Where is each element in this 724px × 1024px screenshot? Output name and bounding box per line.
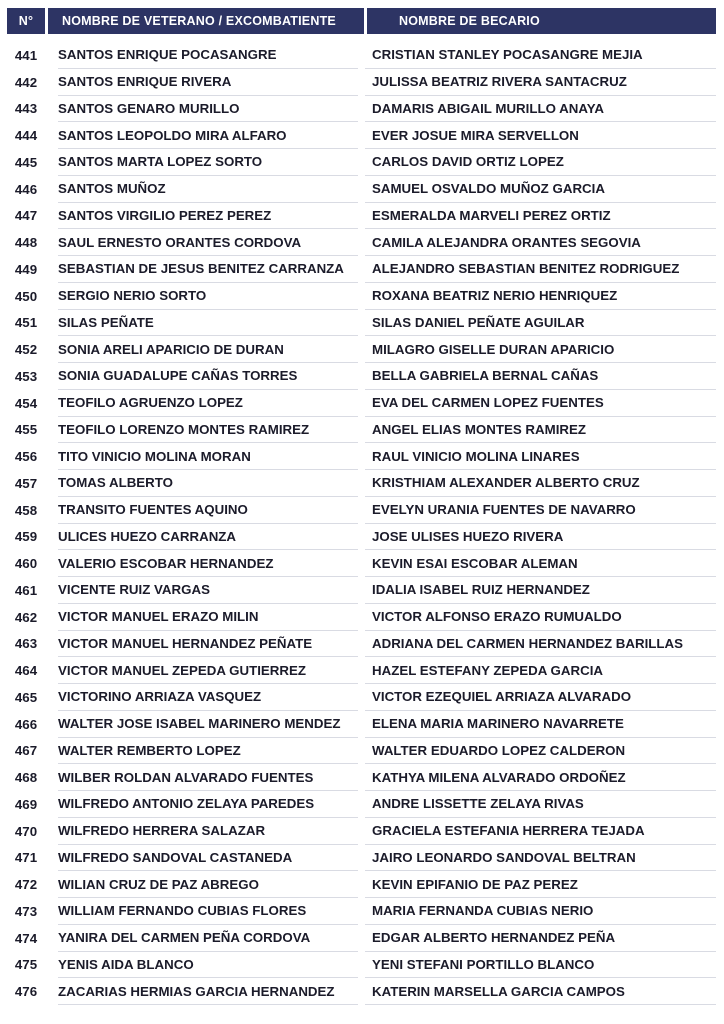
table-row bbox=[7, 657, 716, 684]
row-number: 473 bbox=[14, 903, 38, 919]
becario-name: DAMARIS ABIGAIL MURILLO ANAYA bbox=[365, 96, 716, 123]
table-row bbox=[7, 470, 716, 497]
veteran-name: WALTER JOSE ISABEL MARINERO MENDEZ bbox=[58, 711, 358, 738]
becario-name: JOSE ULISES HUEZO RIVERA bbox=[365, 524, 716, 551]
row-number: 467 bbox=[14, 743, 38, 759]
veteran-name: TOMAS ALBERTO bbox=[58, 470, 358, 497]
table-row bbox=[7, 42, 716, 69]
becario-name: CAMILA ALEJANDRA ORANTES SEGOVIA bbox=[365, 229, 716, 256]
table-row bbox=[7, 524, 716, 551]
becario-name: EVA DEL CARMEN LOPEZ FUENTES bbox=[365, 390, 716, 417]
row-number: 468 bbox=[14, 770, 38, 786]
veteran-name: VICTORINO ARRIAZA VASQUEZ bbox=[58, 684, 358, 711]
table-row bbox=[7, 764, 716, 791]
table-row bbox=[7, 122, 716, 149]
veteran-name: SANTOS VIRGILIO PEREZ PEREZ bbox=[58, 203, 358, 230]
veteran-name: YANIRA DEL CARMEN PEÑA CORDOVA bbox=[58, 925, 358, 952]
row-number: 448 bbox=[14, 235, 38, 251]
row-number: 452 bbox=[14, 342, 38, 358]
becario-name: MARIA FERNANDA CUBIAS NERIO bbox=[365, 898, 716, 925]
table-row bbox=[7, 925, 716, 952]
row-number: 462 bbox=[14, 609, 38, 625]
table-row bbox=[7, 978, 716, 1005]
becario-name: EDGAR ALBERTO HERNANDEZ PEÑA bbox=[365, 925, 716, 952]
row-number: 461 bbox=[14, 582, 38, 598]
table-body bbox=[7, 42, 716, 1005]
becario-name: JAIRO LEONARDO SANDOVAL BELTRAN bbox=[365, 845, 716, 872]
veteran-name: SANTOS MUÑOZ bbox=[58, 176, 358, 203]
row-number: 458 bbox=[14, 502, 38, 518]
becario-name: RAUL VINICIO MOLINA LINARES bbox=[365, 443, 716, 470]
row-number: 457 bbox=[14, 475, 38, 491]
table-row bbox=[7, 310, 716, 337]
veteran-name: SILAS PEÑATE bbox=[58, 310, 358, 337]
table-row bbox=[7, 845, 716, 872]
becario-name: BELLA GABRIELA BERNAL CAÑAS bbox=[365, 363, 716, 390]
table-row bbox=[7, 871, 716, 898]
veteran-name: VALERIO ESCOBAR HERNANDEZ bbox=[58, 550, 358, 577]
veteran-name: VICTOR MANUEL ERAZO MILIN bbox=[58, 604, 358, 631]
veteran-name: SERGIO NERIO SORTO bbox=[58, 283, 358, 310]
row-number: 444 bbox=[14, 128, 38, 144]
row-number: 450 bbox=[14, 288, 38, 304]
becario-name: VICTOR EZEQUIEL ARRIAZA ALVARADO bbox=[365, 684, 716, 711]
becario-name: KRISTHIAM ALEXANDER ALBERTO CRUZ bbox=[365, 470, 716, 497]
table-row bbox=[7, 176, 716, 203]
becario-name: ANDRE LISSETTE ZELAYA RIVAS bbox=[365, 791, 716, 818]
becario-name: EVELYN URANIA FUENTES DE NAVARRO bbox=[365, 497, 716, 524]
row-number: 449 bbox=[14, 261, 38, 277]
row-number: 469 bbox=[14, 796, 38, 812]
becario-name: KEVIN ESAI ESCOBAR ALEMAN bbox=[365, 550, 716, 577]
veteran-name: SAUL ERNESTO ORANTES CORDOVA bbox=[58, 229, 358, 256]
row-number: 443 bbox=[14, 101, 38, 117]
veteran-name: SANTOS GENARO MURILLO bbox=[58, 96, 358, 123]
table-row bbox=[7, 96, 716, 123]
veteran-name: WILFREDO ANTONIO ZELAYA PAREDES bbox=[58, 791, 358, 818]
table-row bbox=[7, 363, 716, 390]
row-number: 455 bbox=[14, 422, 38, 438]
veteran-name: TITO VINICIO MOLINA MORAN bbox=[58, 443, 358, 470]
table-row bbox=[7, 791, 716, 818]
becario-name: KEVIN EPIFANIO DE PAZ PEREZ bbox=[365, 871, 716, 898]
becario-name: HAZEL ESTEFANY ZEPEDA GARCIA bbox=[365, 657, 716, 684]
row-number: 472 bbox=[14, 877, 38, 893]
table-row bbox=[7, 497, 716, 524]
veteran-name: TEOFILO LORENZO MONTES RAMIREZ bbox=[58, 417, 358, 444]
becario-name: KATHYA MILENA ALVARADO ORDOÑEZ bbox=[365, 764, 716, 791]
becario-name: ELENA MARIA MARINERO NAVARRETE bbox=[365, 711, 716, 738]
table-row bbox=[7, 577, 716, 604]
row-number: 476 bbox=[14, 984, 38, 1000]
table-row bbox=[7, 256, 716, 283]
veteran-name: YENIS AIDA BLANCO bbox=[58, 952, 358, 979]
veteran-name: WILLIAM FERNANDO CUBIAS FLORES bbox=[58, 898, 358, 925]
row-number: 447 bbox=[14, 208, 38, 224]
becario-name: JULISSA BEATRIZ RIVERA SANTACRUZ bbox=[365, 69, 716, 96]
row-number: 445 bbox=[14, 154, 38, 170]
becario-name: SAMUEL OSVALDO MUÑOZ GARCIA bbox=[365, 176, 716, 203]
veteran-name: SANTOS LEOPOLDO MIRA ALFARO bbox=[58, 122, 358, 149]
row-number: 470 bbox=[14, 823, 38, 839]
table-row bbox=[7, 684, 716, 711]
table-row bbox=[7, 550, 716, 577]
veteran-name: SANTOS ENRIQUE POCASANGRE bbox=[58, 42, 358, 69]
table-row bbox=[7, 283, 716, 310]
row-number: 454 bbox=[14, 395, 38, 411]
table-row bbox=[7, 818, 716, 845]
table-row bbox=[7, 738, 716, 765]
becario-name: CRISTIAN STANLEY POCASANGRE MEJIA bbox=[365, 42, 716, 69]
table-row bbox=[7, 604, 716, 631]
table-row bbox=[7, 952, 716, 979]
table-row bbox=[7, 203, 716, 230]
table-row bbox=[7, 898, 716, 925]
becario-name: ADRIANA DEL CARMEN HERNANDEZ BARILLAS bbox=[365, 631, 716, 658]
row-number: 460 bbox=[14, 556, 38, 572]
row-number: 446 bbox=[14, 181, 38, 197]
becario-name: KATERIN MARSELLA GARCIA CAMPOS bbox=[365, 978, 716, 1005]
table-row bbox=[7, 229, 716, 256]
becario-name: SILAS DANIEL PEÑATE AGUILAR bbox=[365, 310, 716, 337]
table-row bbox=[7, 711, 716, 738]
veteran-name: VICTOR MANUEL ZEPEDA GUTIERREZ bbox=[58, 657, 358, 684]
becario-name: ALEJANDRO SEBASTIAN BENITEZ RODRIGUEZ bbox=[365, 256, 716, 283]
row-number: 442 bbox=[14, 74, 38, 90]
header-number: N° bbox=[7, 8, 45, 34]
becario-name: YENI STEFANI PORTILLO BLANCO bbox=[365, 952, 716, 979]
veteran-name: WILBER ROLDAN ALVARADO FUENTES bbox=[58, 764, 358, 791]
becario-name: ANGEL ELIAS MONTES RAMIREZ bbox=[365, 417, 716, 444]
becario-name: ESMERALDA MARVELI PEREZ ORTIZ bbox=[365, 203, 716, 230]
veteran-name: WILFREDO SANDOVAL CASTANEDA bbox=[58, 845, 358, 872]
row-number: 453 bbox=[14, 368, 38, 384]
row-number: 463 bbox=[14, 636, 38, 652]
veteran-name: ZACARIAS HERMIAS GARCIA HERNANDEZ bbox=[58, 978, 358, 1005]
veteran-name: VICENTE RUIZ VARGAS bbox=[58, 577, 358, 604]
row-number: 451 bbox=[14, 315, 38, 331]
veteran-name: TEOFILO AGRUENZO LOPEZ bbox=[58, 390, 358, 417]
veteran-name: VICTOR MANUEL HERNANDEZ PEÑATE bbox=[58, 631, 358, 658]
row-number: 441 bbox=[14, 47, 38, 63]
row-number: 474 bbox=[14, 930, 38, 946]
table-row bbox=[7, 417, 716, 444]
becario-name: EVER JOSUE MIRA SERVELLON bbox=[365, 122, 716, 149]
table-row bbox=[7, 149, 716, 176]
becario-name: CARLOS DAVID ORTIZ LOPEZ bbox=[365, 149, 716, 176]
veteran-name: WILIAN CRUZ DE PAZ ABREGO bbox=[58, 871, 358, 898]
row-number: 466 bbox=[14, 716, 38, 732]
becario-name: VICTOR ALFONSO ERAZO RUMUALDO bbox=[365, 604, 716, 631]
veteran-name: WALTER REMBERTO LOPEZ bbox=[58, 738, 358, 765]
row-number: 475 bbox=[14, 957, 38, 973]
table-row bbox=[7, 390, 716, 417]
veteran-name: SONIA GUADALUPE CAÑAS TORRES bbox=[58, 363, 358, 390]
header-becario-name: NOMBRE DE BECARIO bbox=[367, 8, 716, 34]
table-row bbox=[7, 443, 716, 470]
table-row bbox=[7, 631, 716, 658]
veteran-name: SANTOS ENRIQUE RIVERA bbox=[58, 69, 358, 96]
becario-name: ROXANA BEATRIZ NERIO HENRIQUEZ bbox=[365, 283, 716, 310]
becario-name: WALTER EDUARDO LOPEZ CALDERON bbox=[365, 738, 716, 765]
row-number: 471 bbox=[14, 850, 38, 866]
veteran-name: SEBASTIAN DE JESUS BENITEZ CARRANZA bbox=[58, 256, 358, 283]
veteran-name: SANTOS MARTA LOPEZ SORTO bbox=[58, 149, 358, 176]
becario-name: IDALIA ISABEL RUIZ HERNANDEZ bbox=[365, 577, 716, 604]
veteran-name: SONIA ARELI APARICIO DE DURAN bbox=[58, 336, 358, 363]
row-number: 459 bbox=[14, 529, 38, 545]
veteran-name: WILFREDO HERRERA SALAZAR bbox=[58, 818, 358, 845]
row-number: 456 bbox=[14, 449, 38, 465]
table-row bbox=[7, 69, 716, 96]
veteran-name: TRANSITO FUENTES AQUINO bbox=[58, 497, 358, 524]
table-header bbox=[7, 8, 716, 34]
becario-name: MILAGRO GISELLE DURAN APARICIO bbox=[365, 336, 716, 363]
header-veteran-name: NOMBRE DE VETERANO / EXCOMBATIENTE bbox=[48, 8, 364, 34]
table-row bbox=[7, 336, 716, 363]
becario-name: GRACIELA ESTEFANIA HERRERA TEJADA bbox=[365, 818, 716, 845]
row-number: 465 bbox=[14, 689, 38, 705]
row-number: 464 bbox=[14, 663, 38, 679]
veteran-name: ULICES HUEZO CARRANZA bbox=[58, 524, 358, 551]
